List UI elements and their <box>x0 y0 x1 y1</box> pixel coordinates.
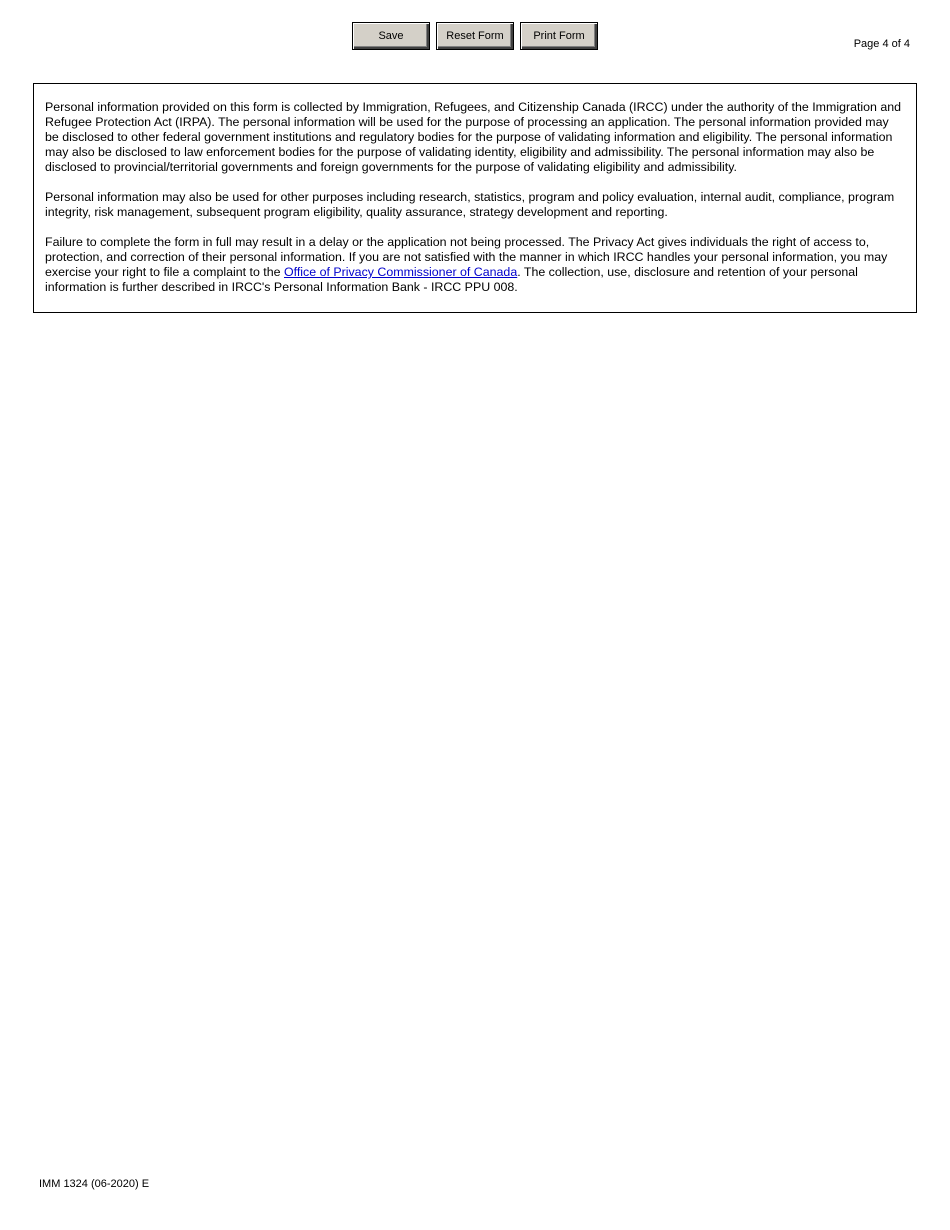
form-toolbar <box>352 22 598 50</box>
privacy-paragraph-2: Personal information may also be used for other purposes including research, statistics, program and policy evaluation, internal audit, compliance, program integrity, risk management, subsequent program eligibility, quality assurance, strategy development and reporting. <box>45 190 895 219</box>
reset-form-button[interactable]: Reset Form <box>436 22 514 50</box>
save-button[interactable]: Save <box>352 22 430 50</box>
privacy-paragraph-3 <box>45 235 905 295</box>
page-number: Page 4 of 4 <box>853 38 910 50</box>
privacy-paragraph-3-text: Failure to complete the form in full may result in a delay or the application not being processed. The Privacy Act gives individuals the right of access to, protection, and correction of their personal information. If you are not satisfied with the manner in which IRCC handles your personal information, you may exercise your right to file a complaint to the <box>45 235 888 279</box>
privacy-paragraph-3-text-end: . The collection, use, disclosure and retention of your personal information is further described in IRCC's Personal Information Bank - IRCC PPU 008. <box>45 265 858 294</box>
privacy-paragraph-1: Personal information provided on this form is collected by Immigration, Refugees, and Citizenship Canada (IRCC) under the authority of the Immigration and Refugee Protection Act (IRPA). The personal information will be used for the purpose of processing an application. The personal information provided may be disclosed to other federal government institutions and regulatory bodies for the purpose of validating information and eligibility. The personal information may also be disclosed to law enforcement bodies for the purpose of validating identity, eligibility and admissibility. The personal information may also be disclosed to provincial/territorial governments and foreign governments for the purpose of validating eligibility and admissibility. <box>45 100 902 174</box>
form-code: IMM 1324 (06-2020) E <box>39 1178 150 1190</box>
privacy-commissioner-link[interactable]: Office of Privacy Commissioner of Canada <box>283 265 518 279</box>
privacy-notice-box <box>33 83 917 313</box>
print-form-button[interactable]: Print Form <box>520 22 598 50</box>
